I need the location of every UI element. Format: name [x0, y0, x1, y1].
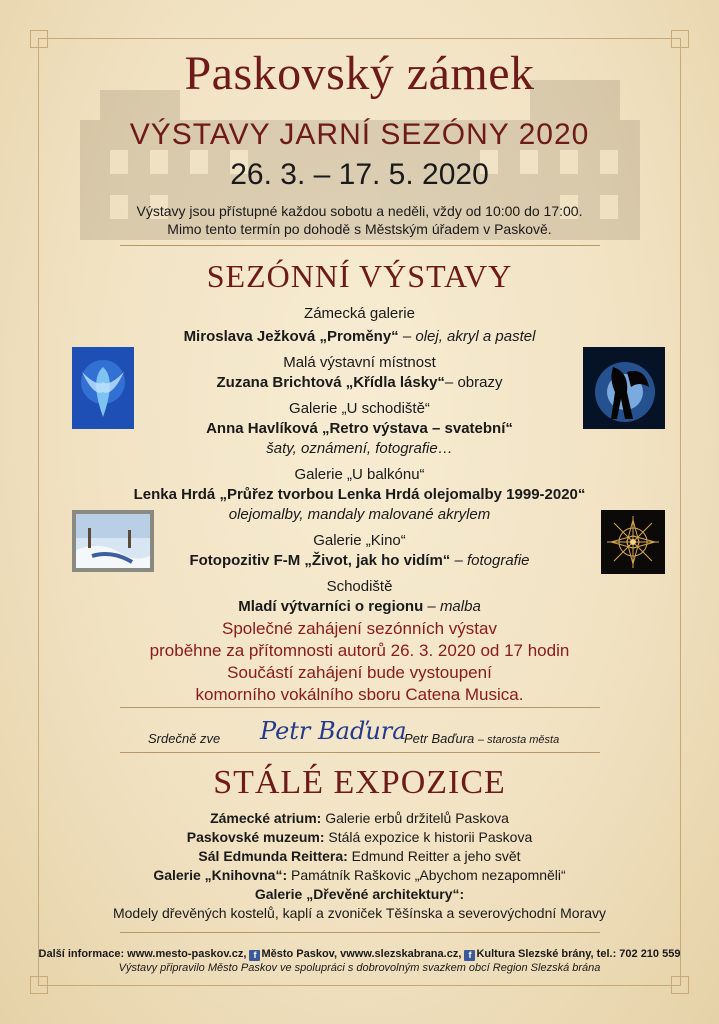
footer-contacts [0, 947, 719, 961]
opening-line: proběhne za přítomnosti autorů 26. 3. 2020 od 17 hodin [149, 641, 570, 660]
exhibit-sep: – [423, 598, 440, 615]
exhibit-venue: Zámecká galerie [304, 305, 415, 322]
exhibit-venue: Galerie „U schodiště“ [289, 400, 430, 417]
divider [120, 245, 600, 246]
permanent-item: Galerie „Dřevěné architektury“: [254, 886, 465, 902]
opening-line: komorního vokálního sboru Catena Musica. [195, 685, 524, 704]
invitation-greeting: Srdečně zve [148, 731, 221, 746]
exhibit-sep: – [450, 552, 467, 569]
seasonal-heading: SEZÓNNÍ VÝSTAVY [206, 258, 513, 294]
exhibit-artist: Zuzana Brichtová „Křídla lásky“ [216, 374, 445, 391]
mayor-signature [258, 711, 407, 751]
photo-mandala-thumbnail [601, 510, 665, 574]
exhibit-desc: šaty, oznámení, fotografie… [266, 440, 453, 457]
permanent-item: Modely dřevěných kostelů, kaplí a zvoniček Těšínska a severovýchodní Moravy [112, 905, 607, 921]
exhibit-sep: – [444, 374, 458, 391]
info-line: Mimo tento termín po dohodě s Městským úřadem v Paskově. [167, 221, 552, 237]
facebook-icon: f [249, 950, 260, 961]
painting-angel-thumbnail [72, 347, 134, 429]
exhibit-venue: Galerie „U balkónu“ [294, 466, 425, 483]
painting-winter-thumbnail [72, 510, 154, 572]
footer-facebook-link[interactable]: Město Paskov, [261, 948, 338, 960]
exhibit-desc: olejomalby, mandaly malované akrylem [228, 506, 491, 523]
permanent-heading: STÁLÉ EXPOZICE [213, 764, 506, 801]
opening-line: Součástí zahájení bude vystoupení [227, 663, 492, 682]
mayor-credit [404, 731, 559, 746]
exhibit-artist: Lenka Hrdá „Průřez tvorbou Lenka Hrdá olejomalby 1999-2020“ [133, 486, 586, 503]
footer-web-link[interactable]: vwww.slezskabrana.cz, [340, 948, 462, 960]
permanent-list [0, 809, 719, 923]
opening-announcement [0, 618, 719, 706]
opening-line: Společné zahájení sezónních výstav [221, 619, 497, 638]
opening-hours [0, 202, 719, 238]
exhibit-desc: obrazy [457, 374, 503, 391]
season-subtitle: VÝSTAVY JARNÍ SEZÓNY 2020 [129, 118, 590, 151]
exhibit-desc: olej, akryl a pastel [415, 328, 536, 345]
footer [0, 947, 719, 975]
svg-text:Petr Baďura: Petr Baďura [260, 717, 407, 745]
exhibit-desc: fotografie [466, 552, 530, 569]
permanent-item: Sál Edmunda Reittera: Edmund Reitter a jeho svět [198, 848, 521, 864]
frame-corner [30, 976, 48, 994]
exhibit-desc: malba [439, 598, 481, 615]
exhibit-artist: Fotopozitiv F-M „Život, jak ho vidím“ [189, 552, 451, 569]
divider [120, 752, 600, 753]
exhibit-artist: Anna Havlíková „Retro výstava – svatební“ [206, 420, 513, 437]
mayor-role: – starosta města [477, 734, 560, 746]
date-range: 26. 3. – 17. 5. 2020 [230, 158, 489, 191]
permanent-item: Paskovské muzeum: Stálá expozice k historii Paskova [186, 829, 533, 845]
footer-facebook-link[interactable]: Kultura Slezské brány, [476, 948, 594, 960]
exhibit-artist: Miroslava Ježková „Proměny“ [183, 328, 399, 345]
divider [120, 707, 600, 708]
exhibit-venue: Malá výstavní místnost [283, 354, 436, 371]
exhibit-sep: – [398, 328, 416, 345]
page-title: Paskovský zámek [184, 47, 535, 100]
painting-wings-thumbnail [583, 347, 665, 429]
exhibit-venue: Schodiště [326, 578, 393, 595]
frame-corner [671, 976, 689, 994]
footer-credit: Výstavy připravilo Město Paskov ve spolupráci s dobrovolným svazkem obcí Region Slezská brána [118, 962, 601, 974]
exhibit-artist: Mladí výtvarníci o regionu [238, 598, 424, 615]
info-line: Výstavy jsou přístupné každou sobotu a neděli, vždy od 10:00 do 17:00. [136, 203, 583, 219]
footer-phone: tel.: 702 210 559 [596, 948, 681, 960]
facebook-icon: f [464, 950, 475, 961]
exhibit-line [0, 597, 719, 617]
permanent-item: Galerie „Knihovna“: Památník Raškovic „Abychom nezapomněli“ [153, 867, 566, 883]
permanent-item: Zámecké atrium: Galerie erbů držitelů Paskova [210, 810, 509, 826]
footer-prefix: Další informace: www.mesto-paskov.cz, [38, 948, 247, 960]
exhibit-line [0, 485, 719, 505]
mayor-name: Petr Baďura [404, 731, 475, 746]
divider [120, 932, 600, 933]
exhibit-venue: Galerie „Kino“ [313, 532, 406, 549]
